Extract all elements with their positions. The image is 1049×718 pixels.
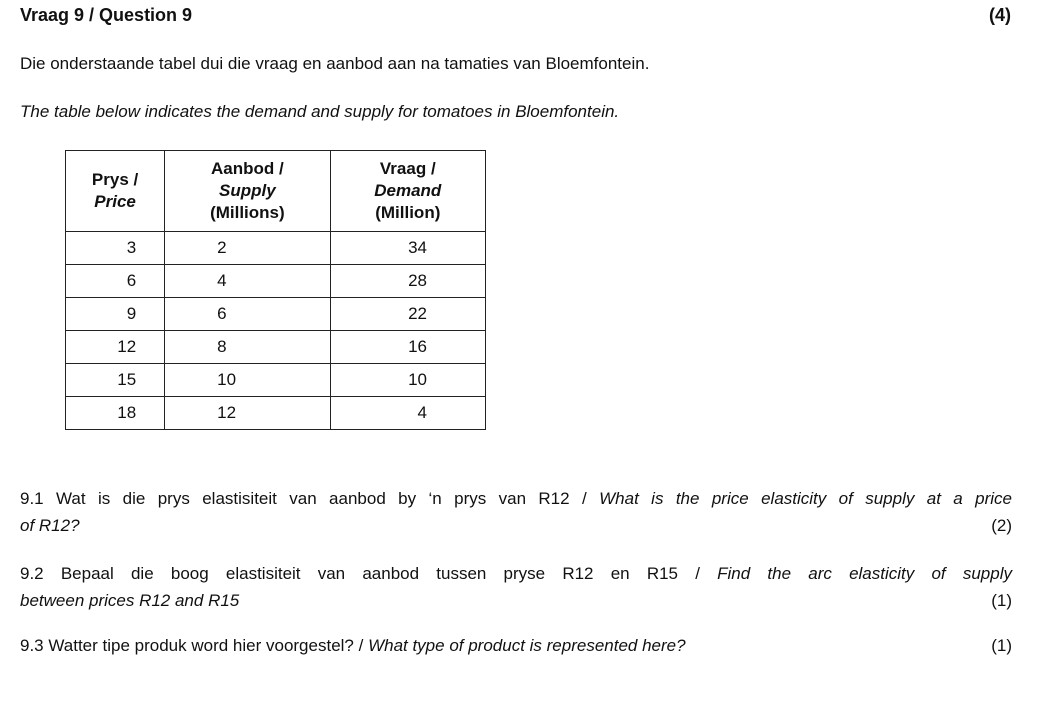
cell-demand: 22 [330, 298, 485, 331]
table-row [66, 331, 486, 364]
cell-price: 9 [66, 298, 165, 331]
header-price [66, 151, 165, 232]
question-9-2-af: 9.2 Bepaal die boog elastisiteit van aanbod tussen pryse R12 en R15 / [20, 564, 700, 583]
cell-supply: 4 [165, 265, 330, 298]
header-supply-unit: (Millions) [210, 203, 285, 222]
table-row [66, 298, 486, 331]
header-price-en: Price [94, 192, 136, 211]
cell-price: 15 [66, 364, 165, 397]
cell-demand: 10 [330, 364, 485, 397]
cell-price: 18 [66, 397, 165, 430]
cell-supply: 12 [165, 397, 330, 430]
cell-demand: 34 [330, 232, 485, 265]
header-demand [330, 151, 485, 232]
cell-demand: 16 [330, 331, 485, 364]
table-row [66, 364, 486, 397]
table-row [66, 232, 486, 265]
cell-demand: 28 [330, 265, 485, 298]
header-supply-en: Supply [219, 181, 276, 200]
header-demand-en: Demand [374, 181, 442, 200]
total-marks: (4) [989, 5, 1011, 25]
cell-supply: 6 [165, 298, 330, 331]
header-supply-af: Aanbod / [211, 159, 284, 178]
cell-demand: 4 [330, 397, 485, 430]
question-9-2-line1 [20, 560, 1012, 587]
question-9-1-af: 9.1 Wat is die prys elastisiteit van aanbod by ‘n prys van R12 / [20, 489, 587, 508]
question-9-3-af: 9.3 Watter tipe produk word hier voorgestel? / [20, 636, 364, 655]
question-9-1-en: What is the price elasticity of supply at a price [599, 489, 1012, 508]
cell-supply: 10 [165, 364, 330, 397]
question-9-2-marks: (1) [991, 591, 1012, 610]
question-9-2-en-cont: between prices R12 and R15 [20, 591, 240, 610]
header-supply [165, 151, 330, 232]
header-demand-unit: (Million) [375, 203, 441, 222]
question-9-2-line2 [20, 587, 1012, 614]
question-9-1 [20, 485, 1012, 539]
table-header-row [66, 151, 486, 232]
question-9-3-en: What type of product is represented here? [368, 636, 686, 655]
header-demand-af: Vraag / [379, 159, 436, 178]
question-9-3 [20, 632, 1012, 659]
table-row [66, 397, 486, 430]
question-9-1-line1 [20, 485, 1012, 512]
intro-english: The table below indicates the demand and supply for tomatoes in Bloemfontein. [20, 102, 620, 121]
question-9-1-line2 [20, 512, 1012, 539]
cell-price: 12 [66, 331, 165, 364]
question-9-3-marks: (1) [991, 636, 1012, 655]
cell-supply: 8 [165, 331, 330, 364]
table-row [66, 265, 486, 298]
header-price-af: Prys / [91, 170, 139, 189]
intro-afrikaans: Die onderstaande tabel dui die vraag en aanbod aan na tamaties van Bloemfontein. [20, 54, 650, 73]
question-9-1-en-cont: of R12? [20, 516, 80, 535]
question-9-3-line1 [20, 632, 1012, 659]
supply-demand-table [65, 150, 486, 430]
question-9-1-marks: (2) [991, 516, 1012, 535]
cell-price: 6 [66, 265, 165, 298]
question-9-2 [20, 560, 1012, 614]
question-title: Vraag 9 / Question 9 [20, 5, 193, 25]
question-9-2-en: Find the arc elasticity of supply [717, 564, 1012, 583]
cell-supply: 2 [165, 232, 330, 265]
cell-price: 3 [66, 232, 165, 265]
